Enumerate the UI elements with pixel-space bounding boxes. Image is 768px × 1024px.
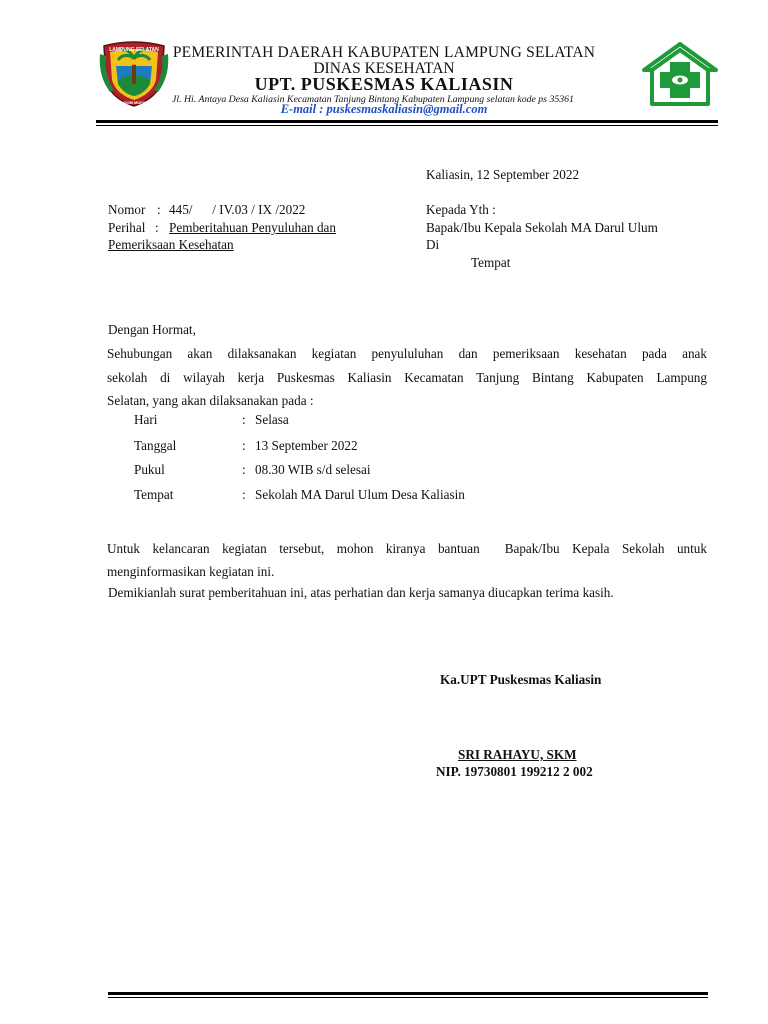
perihal-colon: : bbox=[155, 220, 159, 235]
addressee-line-2: Di bbox=[426, 237, 440, 252]
detail-label-tempat: Tempat bbox=[134, 487, 174, 502]
logo-bottom-text: KHAGOM MUFAKAT bbox=[114, 100, 154, 105]
detail-colon: : bbox=[242, 412, 246, 427]
paragraph-1-line-2: sekolah di wilayah kerja Puskesmas Kaliasin Kecamatan Tanjung Bintang Kabupaten Lampung bbox=[107, 370, 707, 385]
detail-value-hari: Selasa bbox=[255, 412, 289, 427]
addressee-line-1: Bapak/Ibu Kepala Sekolah MA Darul Ulum bbox=[426, 220, 658, 235]
perihal-line-2: Pemeriksaan Kesehatan bbox=[108, 237, 234, 252]
salutation: Dengan Hormat, bbox=[108, 322, 196, 337]
signature-name: SRI RAHAYU, SKM bbox=[458, 747, 577, 762]
nomor-label: Nomor bbox=[108, 202, 146, 217]
paragraph-1-line-1: Sehubungan akan dilaksanakan kegiatan penyululuhan dan pemeriksaan kesehatan pada anak bbox=[107, 346, 707, 361]
letterhead-email: E-mail : puskesmaskaliasin@gmail.com bbox=[280, 102, 488, 116]
signature-title: Ka.UPT Puskesmas Kaliasin bbox=[440, 672, 602, 687]
paragraph-2-line-2: menginformasikan kegiatan ini. bbox=[107, 564, 275, 579]
letterhead-address: Jl. Hi. Antaya Desa Kaliasin Kecamatan Tanjung Bintang Kabupaten Lampung selatan kode ps 35361 bbox=[172, 94, 574, 105]
place-date: Kaliasin, 12 September 2022 bbox=[426, 167, 580, 182]
detail-value-tempat: Sekolah MA Darul Ulum Desa Kaliasin bbox=[255, 487, 465, 502]
detail-label-tanggal: Tanggal bbox=[134, 438, 177, 453]
paragraph-3: Demikianlah surat pemberitahuan ini, atas perhatian dan kerja samanya diucapkan terima kasih. bbox=[108, 585, 614, 600]
signature-nip: NIP. 19730801 199212 2 002 bbox=[436, 764, 593, 779]
letterhead-government: PEMERINTAH DAERAH KABUPATEN LAMPUNG SELATAN bbox=[172, 44, 596, 61]
letterhead-rule-thick bbox=[96, 120, 718, 123]
detail-colon: : bbox=[242, 438, 246, 453]
paragraph-2-line-1: Untuk kelancaran kegiatan tersebut, mohon kiranya bantuan Bapak/Ibu Kepala Sekolah untuk bbox=[107, 541, 707, 556]
letterhead-rule-thin bbox=[96, 125, 718, 126]
detail-label-pukul: Pukul bbox=[134, 462, 165, 477]
nomor-colon: : bbox=[157, 202, 161, 217]
addressee-label: Kepada Yth : bbox=[426, 202, 496, 217]
logo-top-text: LAMPUNG SELATAN bbox=[109, 47, 159, 53]
nomor-value: 445/ / IV.03 / IX /2022 bbox=[169, 202, 306, 217]
letterhead-department: DINAS KESEHATAN bbox=[313, 60, 455, 77]
detail-colon: : bbox=[242, 462, 246, 477]
addressee-line-3: Tempat bbox=[471, 255, 511, 270]
paragraph-1-line-3: Selatan, yang akan dilaksanakan pada : bbox=[107, 393, 314, 408]
footer-rule-thin bbox=[108, 997, 708, 998]
detail-colon: : bbox=[242, 487, 246, 502]
detail-value-pukul: 08.30 WIB s/d selesai bbox=[255, 462, 371, 477]
footer-rule-thick bbox=[108, 992, 708, 995]
detail-label-hari: Hari bbox=[134, 412, 158, 427]
perihal-label: Perihal bbox=[108, 220, 146, 235]
letterhead-institution: UPT. PUSKESMAS KALIASIN bbox=[254, 74, 514, 94]
perihal-line-1: Pemberitahuan Penyuluhan dan bbox=[169, 220, 337, 235]
detail-value-tanggal: 13 September 2022 bbox=[255, 438, 358, 453]
